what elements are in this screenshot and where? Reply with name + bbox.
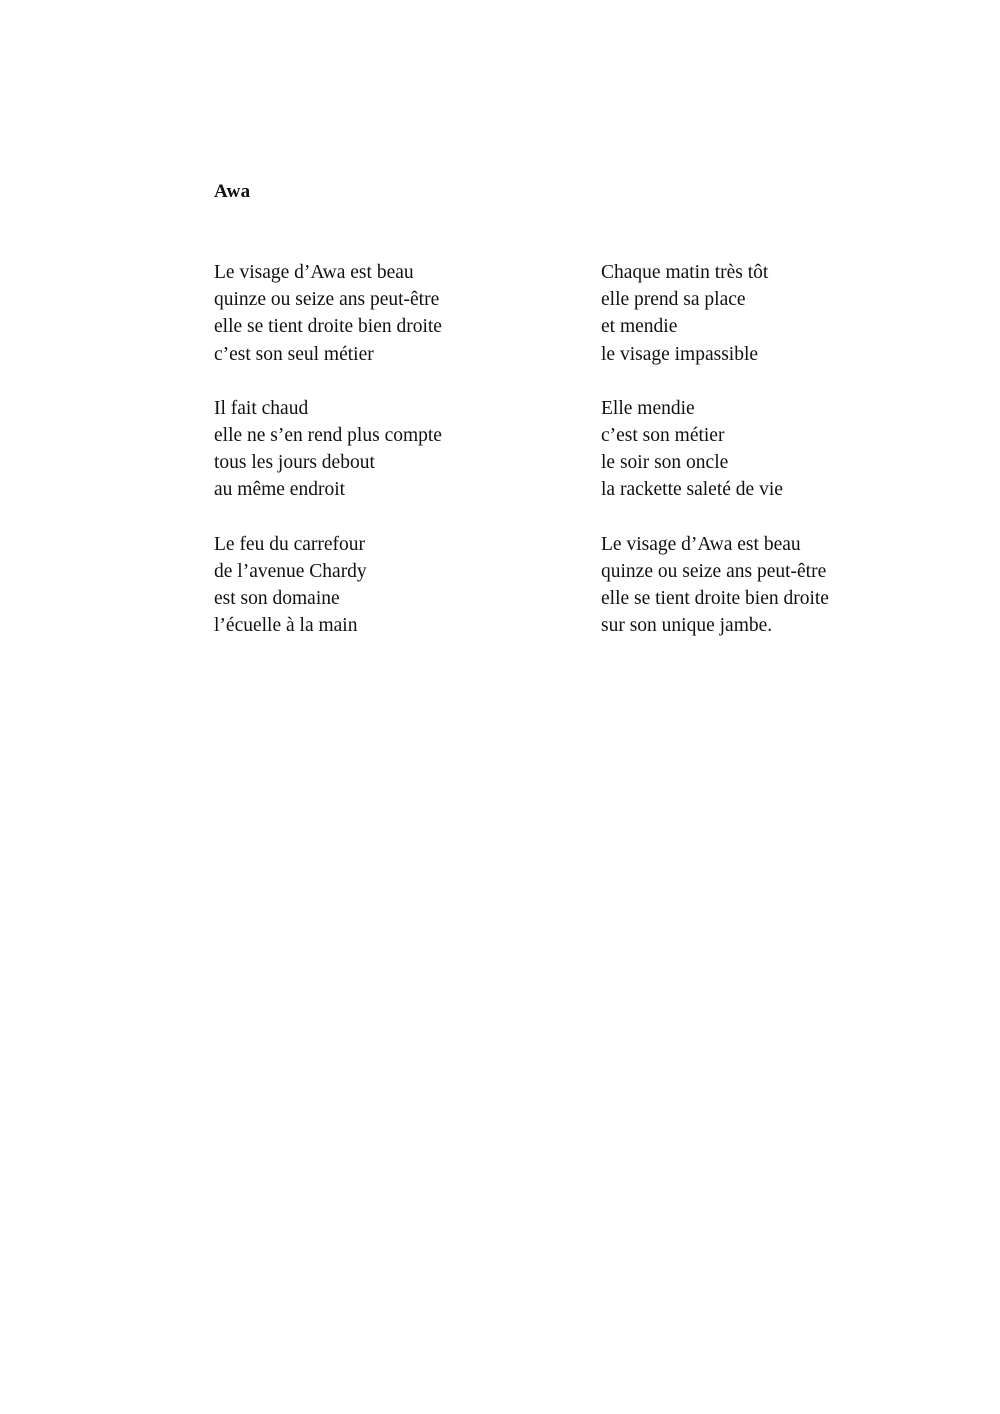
verse-line: elle se tient droite bien droite [214, 316, 442, 338]
verse-line: Chaque matin très tôt [601, 262, 769, 283]
verse-line: le visage impassible [601, 343, 759, 365]
verse-line: de l’avenue Chardy [214, 560, 367, 582]
poem-column-left [214, 259, 544, 666]
verse-line: est son domaine [214, 588, 340, 610]
verse-line: la rackette saleté de vie [601, 479, 783, 501]
stanza-4 [601, 259, 931, 368]
verse-line: quinze ou seize ans peut-être [601, 560, 827, 582]
verse-line: elle ne s’en rend plus compte [214, 425, 442, 447]
stanza-2 [214, 395, 544, 504]
verse-line: c’est son seul métier [214, 343, 374, 365]
verse-line: tous les jours debout [214, 452, 375, 474]
verse-line: elle se tient droite bien droite [601, 588, 829, 610]
verse-line: Le visage d’Awa est beau [214, 262, 414, 283]
stanza-3 [214, 531, 544, 640]
verse-line: elle prend sa place [601, 289, 746, 311]
verse-line: au même endroit [214, 479, 346, 501]
poem-title: Awa [214, 181, 251, 202]
verse-line: sur son unique jambe. [601, 615, 773, 637]
verse-line: Le feu du carrefour [214, 533, 366, 555]
verse-line: quinze ou seize ans peut-être [214, 289, 440, 311]
verse-line: Le visage d’Awa est beau [601, 533, 801, 555]
verse-line: c’est son métier [601, 425, 725, 447]
poem-column-right [601, 259, 931, 666]
verse-line: le soir son oncle [601, 452, 729, 474]
verse-line: Il fait chaud [214, 397, 309, 419]
stanza-5 [601, 395, 931, 504]
stanza-6 [601, 531, 931, 640]
verse-line: l’écuelle à la main [214, 615, 358, 637]
verse-line: et mendie [601, 316, 678, 338]
stanza-1 [214, 259, 544, 368]
verse-line: Elle mendie [601, 397, 695, 419]
